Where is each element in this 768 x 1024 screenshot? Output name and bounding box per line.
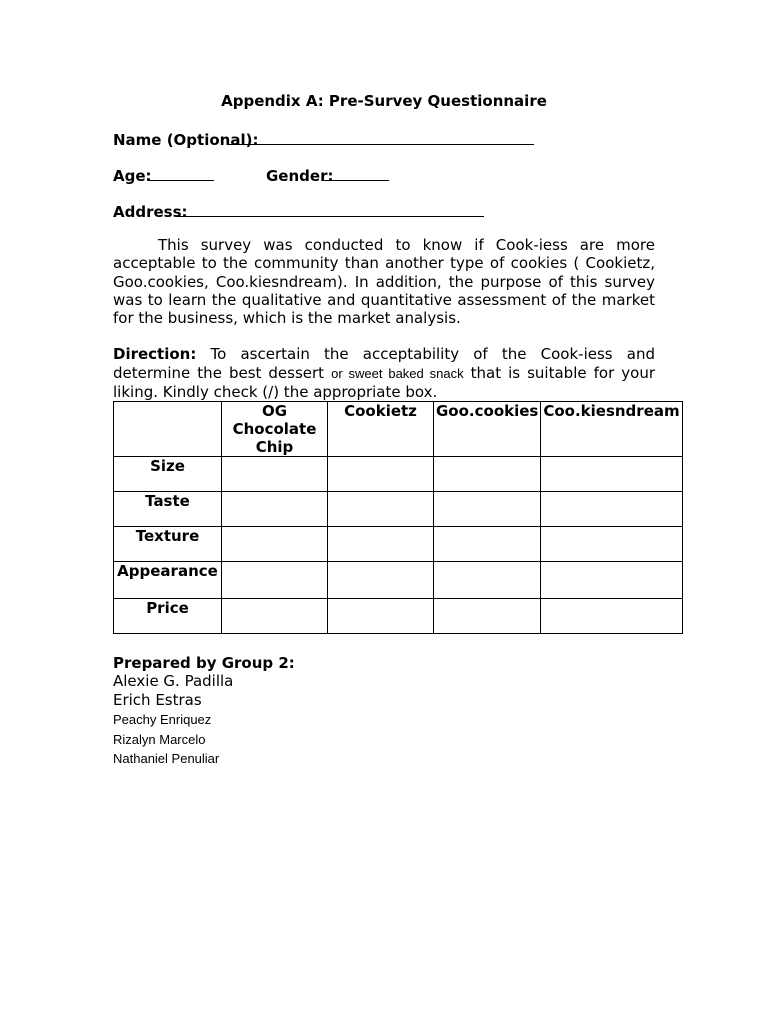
direction-text-1: To ascertain the acceptability of the Cook-iess and determine the best dessert bbox=[113, 345, 655, 382]
table-header-row bbox=[114, 402, 683, 457]
intro-text: This survey was conducted to know if Cook-iess are more acceptable to the community than another type of cookies ( Cookietz, Goo.cookies, Coo.kiesndream). In addition, the purpose of this survey was to learn the qualitative and quantitative assessment of the market for the business, which is the market analysis. bbox=[113, 236, 655, 328]
intro-paragraph bbox=[113, 236, 655, 327]
gender-blank-line[interactable] bbox=[323, 164, 389, 181]
table-row bbox=[114, 527, 683, 562]
table-row bbox=[114, 562, 683, 599]
member-name: Peachy Enriquez bbox=[113, 712, 212, 727]
table-row bbox=[114, 457, 683, 492]
age-field bbox=[113, 164, 214, 186]
check-box[interactable] bbox=[328, 562, 434, 599]
check-box[interactable] bbox=[434, 527, 541, 562]
table-row bbox=[114, 599, 683, 634]
col-cookietz: Cookietz bbox=[328, 402, 434, 457]
page-title: Appendix A: Pre-Survey Questionnaire bbox=[221, 92, 547, 110]
row-label-appearance: Appearance bbox=[114, 562, 222, 599]
check-box[interactable] bbox=[222, 562, 328, 599]
table-corner-cell bbox=[114, 402, 222, 457]
check-box[interactable] bbox=[222, 492, 328, 527]
name-field bbox=[113, 128, 534, 150]
row-label-price: Price bbox=[114, 599, 222, 634]
row-label-taste: Taste bbox=[114, 492, 222, 527]
check-box[interactable] bbox=[541, 562, 682, 599]
direction-paragraph bbox=[113, 345, 655, 402]
row-label-texture: Texture bbox=[114, 527, 222, 562]
check-box[interactable] bbox=[434, 599, 541, 634]
member-name: Erich Estras bbox=[113, 691, 202, 709]
member-name: Nathaniel Penuliar bbox=[113, 751, 220, 766]
age-label: Age: bbox=[113, 167, 152, 185]
check-box[interactable] bbox=[328, 492, 434, 527]
address-field bbox=[113, 200, 484, 222]
gender-field bbox=[266, 164, 389, 186]
col-coo-kiesndream: Coo.kiesndream bbox=[541, 402, 682, 457]
check-box[interactable] bbox=[222, 599, 328, 634]
check-box[interactable] bbox=[328, 527, 434, 562]
check-box[interactable] bbox=[541, 492, 682, 527]
direction-text-small: or sweet baked snack bbox=[331, 365, 464, 381]
direction-text-2: that is suitable for your liking. Kindly check (/) the appropriate box. bbox=[113, 363, 655, 401]
col-goo-cookies: Goo.cookies bbox=[434, 402, 541, 457]
row-label-size: Size bbox=[114, 457, 222, 492]
check-box[interactable] bbox=[541, 457, 682, 492]
table-row bbox=[114, 492, 683, 527]
check-box[interactable] bbox=[328, 457, 434, 492]
check-box[interactable] bbox=[222, 527, 328, 562]
check-box[interactable] bbox=[434, 492, 541, 527]
check-box[interactable] bbox=[541, 527, 682, 562]
check-box[interactable] bbox=[328, 599, 434, 634]
check-box[interactable] bbox=[434, 562, 541, 599]
age-blank-line[interactable] bbox=[148, 164, 214, 181]
member-name: Alexie G. Padilla bbox=[113, 672, 234, 690]
prepared-heading: Prepared by Group 2: bbox=[113, 654, 295, 672]
check-box[interactable] bbox=[434, 457, 541, 492]
check-box[interactable] bbox=[222, 457, 328, 492]
gender-label: Gender: bbox=[266, 167, 334, 185]
address-blank-line[interactable] bbox=[178, 200, 484, 217]
name-label: Name (Optional): bbox=[113, 131, 259, 149]
address-label: Address: bbox=[113, 203, 188, 221]
name-blank-line[interactable] bbox=[228, 128, 534, 145]
rating-table bbox=[113, 401, 683, 634]
direction-label: Direction: bbox=[113, 345, 197, 363]
prepared-by-section bbox=[113, 654, 295, 769]
member-name: Rizalyn Marcelo bbox=[113, 731, 206, 747]
col-og-chocolate-chip: OG Chocolate Chip bbox=[222, 402, 328, 457]
check-box[interactable] bbox=[541, 599, 682, 634]
